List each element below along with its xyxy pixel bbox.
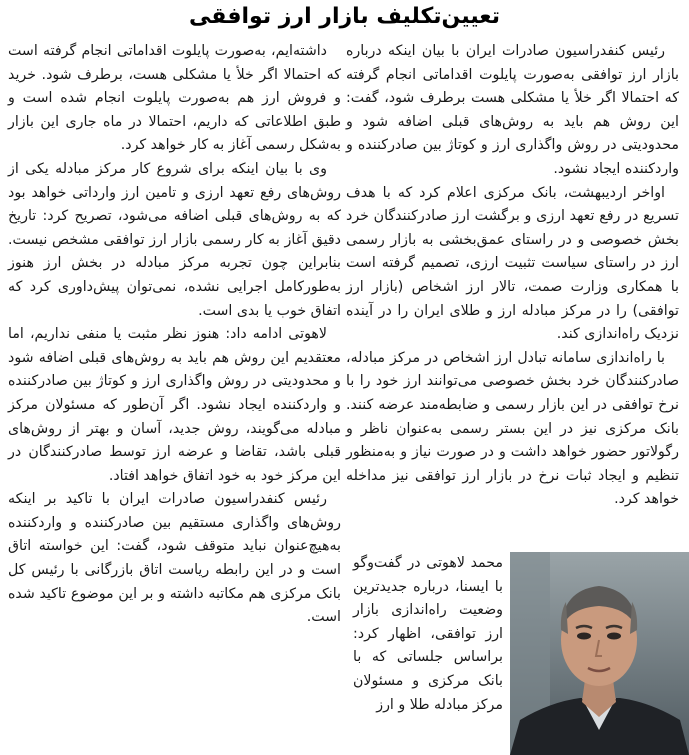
portrait-illustration xyxy=(510,552,689,755)
article-headline: تعیین‌تکلیف بازار ارز توافقی xyxy=(189,4,500,29)
article-paragraph: با راه‌اندازی سامانه تبادل ارز اشخاص در مرکز مبادله، صادرکنندگان خرد بخش خصوصی می‌توانند ارز خود را با نرخ توافقی در این بازار رسمی و ضابطه‌مند عرضه کنند. بانک مرکزی نیز در این بستر رسمی به‌عنوان ناظر و رگولاتور حضور خواهد داشت و در صورت نیاز و به‌منظور تنظیم و ایجاد ثبات نرخ در بازار ارز توافقی نیز مداخله خواهد کرد. xyxy=(346,349,679,508)
portrait-block xyxy=(344,552,689,755)
article-paragraph: وی با بیان اینکه برای شروع کار مرکز مبادله یکی از روش‌های رفع تعهد ارزی و تامین ارز وارداتی خواهد بود که به روش‌های قبلی اضافه می‌شود، تصریح کرد: تاریخ دقیق آغاز به کار رسمی بازار ارز توافقی مشخص نیست. بنابراین چون تجربه مرکز مبادله در بخش ارز هنوز به‌طورکامل اجرایی نشده، نمی‌توان پیش‌داوری کرد که اتفاق خوب یا بدی است. xyxy=(8,160,341,319)
article-paragraph: رئیس کنفدراسیون صادرات ایران با تاکید بر اینکه روش‌های واگذاری مستقیم بین صادرکننده و واردکننده به‌هیچ‌عنوان نباید متوقف شود، گفت: این خواسته اتاق است و در این رابطه ریاست اتاق بازرگانی با رئیس کل بانک مرکزی هم مکاتبه داشته و بر این موضوع تاکید شده است. xyxy=(8,491,341,626)
article-paragraph: داشته‌ایم، به‌صورت پایلوت اقداماتی انجام گرفته است که احتمالا اگر خلأ یا مشکلی هست، برطرف شود. خرید و فروش ارز هم به‌صورت پایلوت انجام شده است و طبق اطلاعاتی که داریم، احتمالا در ماه جاری این بازار به‌شکل رسمی آغاز به کار خواهد کرد. xyxy=(8,43,341,154)
article-left-column xyxy=(8,40,341,630)
portrait-photo xyxy=(510,552,689,755)
article-paragraph: اواخر اردیبهشت، بانک مرکزی اعلام کرد که با هدف تسریع در رفع تعهد ارزی و برگشت ارز صادرکنندگان خرد بخش خصوصی و در راستای عمق‌بخشی به بازار رسمی ارز در راستای سیاست تثبیت ارزی، تصمیم گرفته است با همکاری وزارت صمت، تالار ارز اشخاص (بازار ارز توافقی) را در مرکز مبادله ارز و طلای ایران را در آینده نزدیک راه‌اندازی کند. xyxy=(346,184,679,343)
article-right-column xyxy=(346,40,679,512)
article-paragraph: لاهوتی ادامه داد: هنوز نظر مثبت یا منفی نداریم، اما معتقدیم این روش هم باید به روش‌های قبلی اضافه شود و محدودیتی در روش واگذاری ارز و کوتاژ بین صادرکننده و واردکننده ایجاد نشود. اگر آن‌طور که مسئولان مرکز مبادله می‌گویند، روش جدید، آسان و بهتر از روش‌های قبلی باشد، تقاضا و عرضه ارز توسط صادرکنندگان در این مرکز خود به خود اتفاق خواهد افتاد. xyxy=(8,326,341,484)
photo-caption-text: محمد لاهوتی در گفت‌وگو با ایسنا، درباره جدیدترین وضعیت راه‌اندازی بازار ارز توافقی، اظهار کرد: براساس جلساتی که با بانک مرکزی و مسئولان مرکز مبادله طلا و ارز xyxy=(353,555,503,713)
article-paragraph: رئیس کنفدراسیون صادرات ایران با بیان اینکه درباره بازار ارز توافقی به‌صورت پایلوت اقداماتی انجام گرفته که احتمالا اگر خلأ یا مشکلی هست برطرف شود، گفت: این روش هم باید به روش‌های قبلی اضافه شود و محدودیتی در روش واگذاری ارز و کوتاژ بین صادرکننده و واردکننده ایجاد نشود. xyxy=(346,43,679,177)
